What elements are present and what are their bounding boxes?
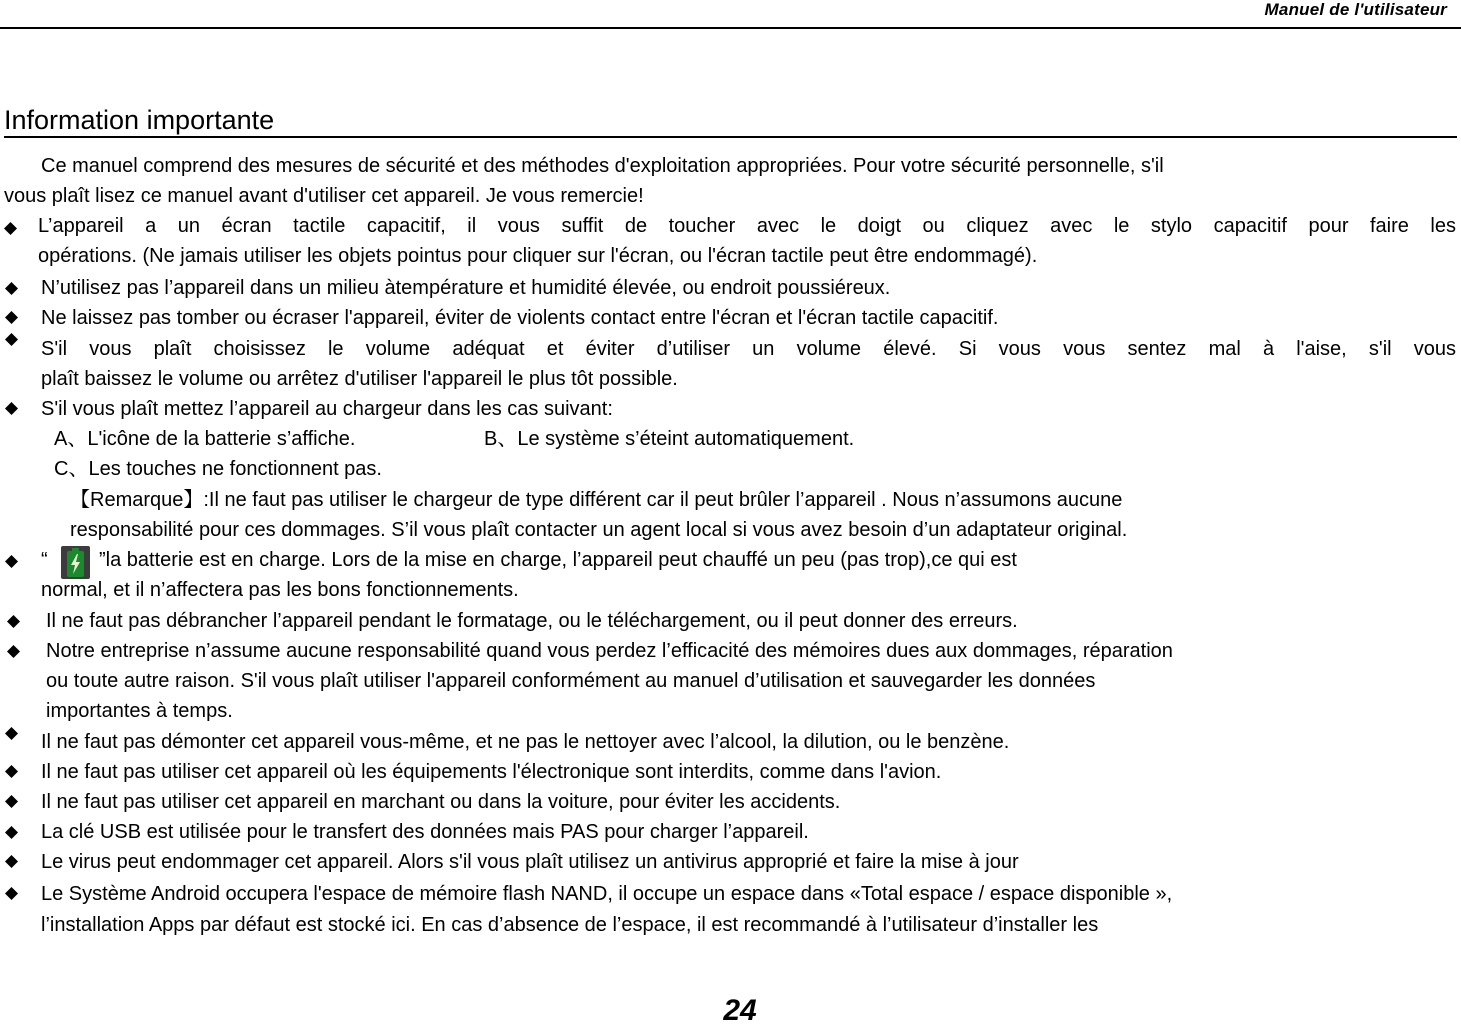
bullet-9-line-1: Il ne faut pas démonter cet appareil vous-même, et ne pas le nettoyer avec l’alcool, la dilution, ou le benzène. <box>41 731 1010 753</box>
bullet-1-line-1: L’appareil a un écran tactile capacitif, il vous suffit de toucher avec le doigt ou cliquez avec le stylo capacitif pour faire les <box>38 215 1456 237</box>
bullet-11-line-1: Il ne faut pas utiliser cet appareil en marchant ou dans la voiture, pour éviter les accidents. <box>41 791 841 813</box>
bullet-8-line-3: importantes à temps. <box>46 700 233 722</box>
running-header: Manuel de l'utilisateur <box>1264 0 1447 19</box>
diamond-bullet-icon <box>5 555 18 568</box>
diamond-bullet-icon <box>5 826 18 839</box>
bullet-5-line-1: S'il vous plaît mettez l’appareil au chargeur dans les cas suivant: <box>41 398 613 420</box>
diamond-bullet-icon <box>5 855 18 868</box>
diamond-bullet-icon <box>5 402 18 415</box>
bullet-2-line-1: N’utilisez pas l’appareil dans un milieu àtempérature et humidité élevée, ou endroit poussiéreux. <box>41 277 891 299</box>
diamond-bullet-icon <box>5 282 18 295</box>
case-c: C、Les touches ne fonctionnent pas. <box>54 458 382 480</box>
diamond-bullet-icon <box>7 615 20 628</box>
diamond-bullet-icon <box>5 887 18 900</box>
bullet-10-line-1: Il ne faut pas utiliser cet appareil où les équipements l'électronique sont interdits, comme dans l'avion. <box>41 761 942 783</box>
diamond-bullet-icon <box>4 222 17 235</box>
case-b: B、Le système s’éteint automatiquement. <box>484 428 855 450</box>
bullet-7-line-1: Il ne faut pas débrancher l’appareil pendant le formatage, ou le téléchargement, ou il peut donner des erreurs. <box>46 610 1018 632</box>
bullet-8-line-2: ou toute autre raison. S'il vous plaît utiliser l'appareil conformément au manuel d’utilisation et sauvegarder les données <box>46 670 1096 692</box>
diamond-bullet-icon <box>7 645 20 658</box>
bullet-3-line-1: Ne laissez pas tomber ou écraser l'appareil, éviter de violents contact entre l'écran et l'écran tactile capacitif. <box>41 307 999 329</box>
section-title: Information importante <box>4 104 1457 138</box>
bullet-6-line-1: ”la batterie est en charge. Lors de la mise en charge, l’appareil peut chauffé un peu (pas trop),ce qui est <box>99 549 1017 571</box>
bullet-13-line-1: Le virus peut endommager cet appareil. Alors s'il vous plaît utilisez un antivirus approprié et faire la mise à jour <box>41 851 1019 873</box>
diamond-bullet-icon <box>5 795 18 808</box>
header-rule <box>0 27 1461 29</box>
diamond-bullet-icon <box>5 333 18 346</box>
charging-battery-icon <box>61 546 90 579</box>
diamond-bullet-icon <box>5 311 18 324</box>
bullet-6-line-2: normal, et il n’affectera pas les bons fonctionnements. <box>41 579 519 601</box>
bullet-4-line-2: plaît baissez le volume ou arrêtez d'utiliser l'appareil le plus tôt possible. <box>41 368 678 390</box>
bullet-12-line-1: La clé USB est utilisée pour le transfert des données mais PAS pour charger l’appareil. <box>41 821 809 843</box>
bullet-6-open-quote: “ <box>41 549 48 571</box>
page-number: 24 <box>723 994 757 1027</box>
bullet-1-line-2: opérations. (Ne jamais utiliser les objets pointus pour cliquer sur l'écran, ou l'écran tactile peut être endommagé). <box>38 245 1038 267</box>
bullet-8-line-1: Notre entreprise n’assume aucune responsabilité quand vous perdez l’efficacité des mémoires dues aux dommages, réparation <box>46 640 1173 662</box>
diamond-bullet-icon <box>5 765 18 778</box>
case-a: A、L'icône de la batterie s’affiche. <box>54 428 356 450</box>
bullet-14-line-2: l’installation Apps par défaut est stocké ici. En cas d’absence de l’espace, il est recommandé à l’utilisateur d’installer les <box>41 914 1099 936</box>
remark-line-1: 【Remarque】:Il ne faut pas utiliser le chargeur de type différent car il peut brûler l’appareil . Nous n’assumons aucune <box>70 489 1123 511</box>
bullet-14-line-1: Le Système Android occupera l'espace de mémoire flash NAND, il occupe un espace dans «Total espace / espace disponible », <box>41 883 1173 905</box>
bullet-4-line-1: S'il vous plaît choisissez le volume adéquat et éviter d’utiliser un volume élevé. Si vous vous sentez mal à l'aise, s'il vous <box>41 338 1456 360</box>
intro-line-2: vous plaît lisez ce manuel avant d'utiliser cet appareil. Je vous remercie! <box>4 185 644 207</box>
remark-line-2: responsabilité pour ces dommages. S’il vous plaît contacter un agent local si vous avez besoin d’un adaptateur original. <box>70 519 1128 541</box>
diamond-bullet-icon <box>5 727 18 740</box>
intro-line-1: Ce manuel comprend des mesures de sécurité et des méthodes d'exploitation appropriées. Pour votre sécurité personnelle, s'il <box>41 155 1164 177</box>
